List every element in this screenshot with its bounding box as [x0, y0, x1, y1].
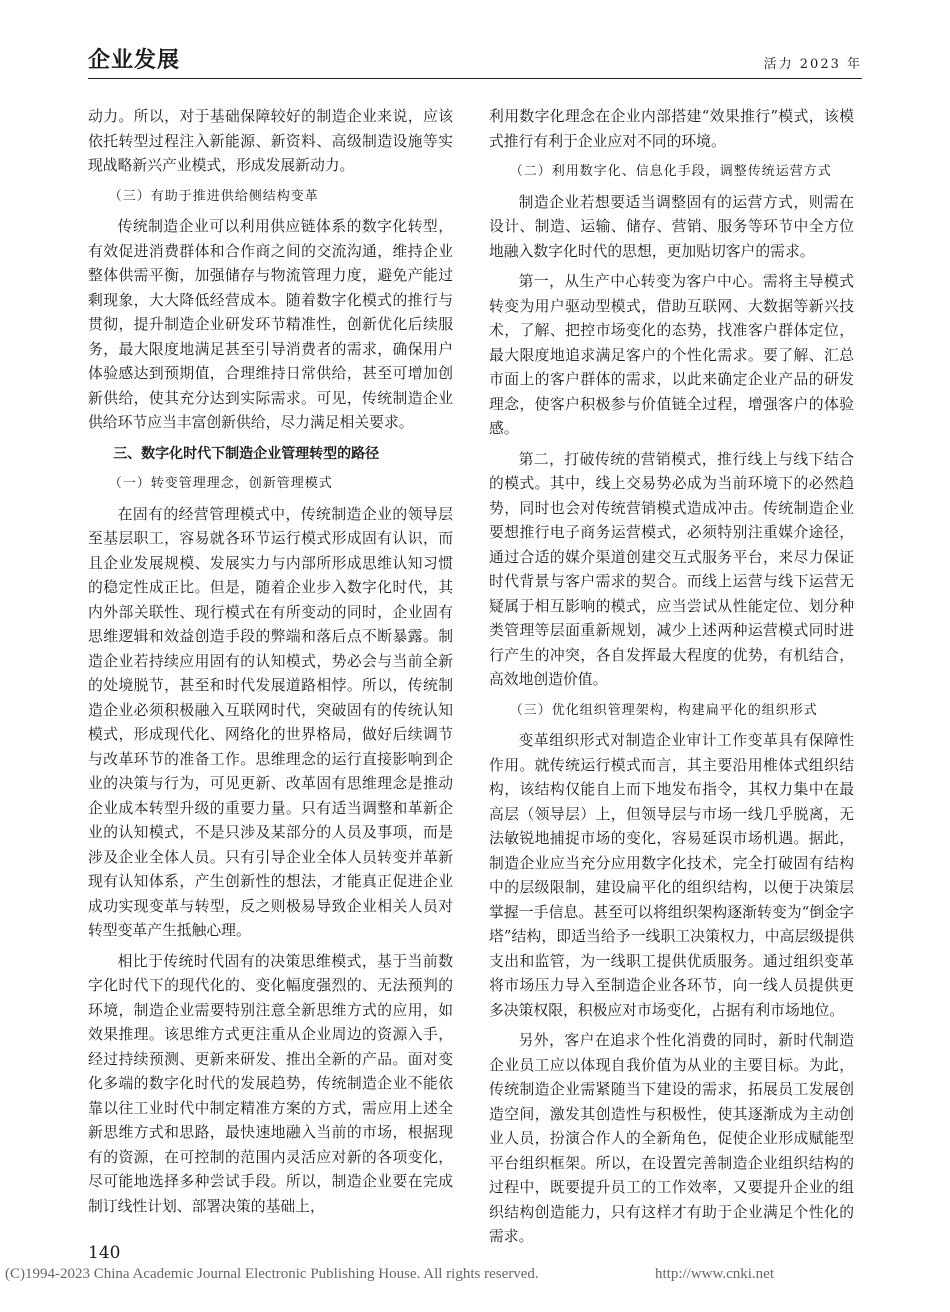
paragraph: 传统制造企业可以利用供应链体系的数字化转型，有效促进消费群体和合作商之间的交流沟通，维持企业整体供需平衡，加强储存与物流管理力度，避免产能过剩现象，大大降低经营成本。随着数字化模式的推行与贯彻，提升制造企业研发环节精准性，创新优化后续服务，最大限度地满足甚至引导消费者的需求，确保用户体验感达到预期值，合理维持日常供给，甚至可增加创新供给，使其充分达到实际需求。可见，传统制造企业供给环节应当丰富创新供给，尽力满足相关要求。	[88, 218, 453, 431]
paragraph: 制造企业若想要适当调整固有的运营方式，则需在设计、制造、运输、储存、营销、服务等环节中全方位地融入数字化时代的思想，更加贴切客户的需求。	[489, 193, 854, 260]
subsection-heading: （三）优化组织管理架构，构建扁平化的组织形式	[509, 702, 818, 718]
subsection-heading: （三）有助于推进供给侧结构变革	[108, 188, 319, 204]
journal-name: 活力 2023 年	[763, 57, 862, 72]
paragraph: 动力。所以，对于基础保障较好的制造企业来说，应该依托转型过程注入新能源、新资料、高级制造设施等实现战略新兴产业模式，形成发展新动力。	[88, 108, 453, 174]
left-column	[88, 105, 453, 1225]
section-heading: 三、数字化时代下制造企业管理转型的路径	[113, 445, 380, 462]
page-header	[88, 48, 862, 79]
footer-url: http://www.cnki.net	[655, 1266, 775, 1282]
copyright-notice: (C)1994-2023 China Academic Journal Electronic Publishing House. All rights reserved.	[5, 1266, 539, 1282]
subsection-heading: （二）利用数字化、信息化手段，调整传统运营方式	[509, 164, 832, 179]
paragraph: 另外，客户在追求个性化消费的同时，新时代制造企业员工应以体现自我价值为从业的主要目标。为此，传统制造企业需紧随当下建设的需求，拓展员工发展创造空间，激发其创造性与积极性，使其逐渐成为主动创业人员，扮演合作人的全新角色，促使企业形成赋能型平台组织框架。所以，在设置完善制造企业组织结构的过程中，既要提升员工的工作效率，又要提升企业的组织结构创造能力，只有这样才有助于企业满足个性化的需求。	[489, 1032, 854, 1245]
subsection-heading: （一）转变管理理念，创新管理模式	[108, 476, 333, 491]
paragraph: 在固有的经营管理模式中，传统制造企业的领导层至基层职工，容易就各环节运行模式形成固有认识，而且企业发展规模、发展实力与内部所形成思维认知习惯的稳定性成正比。但是，随着企业步入数字化时代，其内外部关联性、现行模式在有所变动的同时，企业固有思维逻辑和效益创造手段的弊端和落后点不断暴露。制造企业若持续应用固有的认知模式，势必会与当前全新的处境脱节，甚至和时代发展道路相悖。所以，传统制造企业必须积极融入互联网时代，突破固有的传统认知模式，形成现代化、网络化的世界格局，做好后续调节与改革环节的准备工作。思维理念的运行直接影响到企业的决策与行为，可见更新、改革固有思维理念是推动企业成本转型升级的重要力量。只有适当调整和革新企业的认知模式，不是只涉及某部分的人员及事项，而是涉及企业全体人员。只有引导企业全体人员转变并革新现有认知体系，产生创新性的想法，才能真正促进企业成功实现变革与转型，反之则极易导致企业相关人员对转型变革产生抵触心理。	[88, 505, 453, 939]
paragraph: 变革组织形式对制造企业审计工作变革具有保障性作用。就传统运行模式而言，其主要沿用椎体式组织结构，该结构仅能自上而下地发布指令，其权力集中在最高层（领导层）上，但领导层与市场一线几乎脱离，无法敏锐地捕捉市场的变化，容易延误市场机遇。据此，制造企业应当充分应用数字化技术，完全打破固有结构中的层级限制，建设扁平化的组织结构，以便于决策层掌握一手信息。甚至可以将组织架构逐渐转变为“倒金字塔”结构，即适当给予一线职工决策权力，中高层级提供支出和监管，为一线职工提供优质服务。通过组织变革将市场压力导入至制造企业各环节，向一线人员提供更多决策权限，积极应对市场变化，占据有利市场地位。	[489, 732, 854, 1019]
paragraph: 利用数字化理念在企业内部搭建“效果推行”模式，该模式推行有利于企业应对不同的环境。	[489, 108, 854, 150]
section-title: 企业发展	[88, 48, 181, 73]
right-column	[489, 105, 854, 1256]
page-number: 140	[88, 1243, 121, 1263]
paragraph: 第一，从生产中心转变为客户中心。需将主导模式转变为用户驱动型模式，借助互联网、大数据等新兴技术，了解、把控市场变化的态势，找准客户群体定位，最大限度地追求满足客户的个性化需求。要了解、汇总市面上的客户群体的需求，以此来确定企业产品的研发理念，使客户积极参与价值链全过程，增强客户的体验感。	[489, 273, 854, 437]
paragraph: 相比于传统时代固有的决策思维模式，基于当前数字化时代下的现代化的、变化幅度强烈的、无法预判的环境，制造企业需要特别注意全新思维方式的应用，如效果推理。该思维方式更注重从企业周边的资源入手，经过持续预测、更新来研发、推出全新的产品。面对变化多端的数字化时代的发展趋势，传统制造企业不能依靠以往工业时代中制定精准方案的方式，需应用上述全新思维方式和思路，最快速地融入当前的市场，根据现有的资源，在可控制的范围内灵活应对新的各项变化，尽可能地选择多种尝试手段。所以，制造企业要在完成制订线性计划、部署决策的基础上，	[88, 952, 453, 1215]
paragraph: 第二，打破传统的营销模式，推行线上与线下结合的模式。其中，线上交易势必成为当前环境下的必然趋势，同时也会对传统营销模式造成冲击。传统制造企业要想推行电子商务运营模式，必须特别注重媒介途径，通过合适的媒介渠道创建交互式服务平台，来尽力保证时代背景与客户需求的契合。而线上运营与线下运营无疑属于相互影响的模式，应当尝试从性能定位、划分种类管理等层面重新规划，减少上述两种运营模式同时进行产生的冲突，各自发挥最大程度的优势，有机结合，高效地创造价值。	[489, 450, 854, 688]
